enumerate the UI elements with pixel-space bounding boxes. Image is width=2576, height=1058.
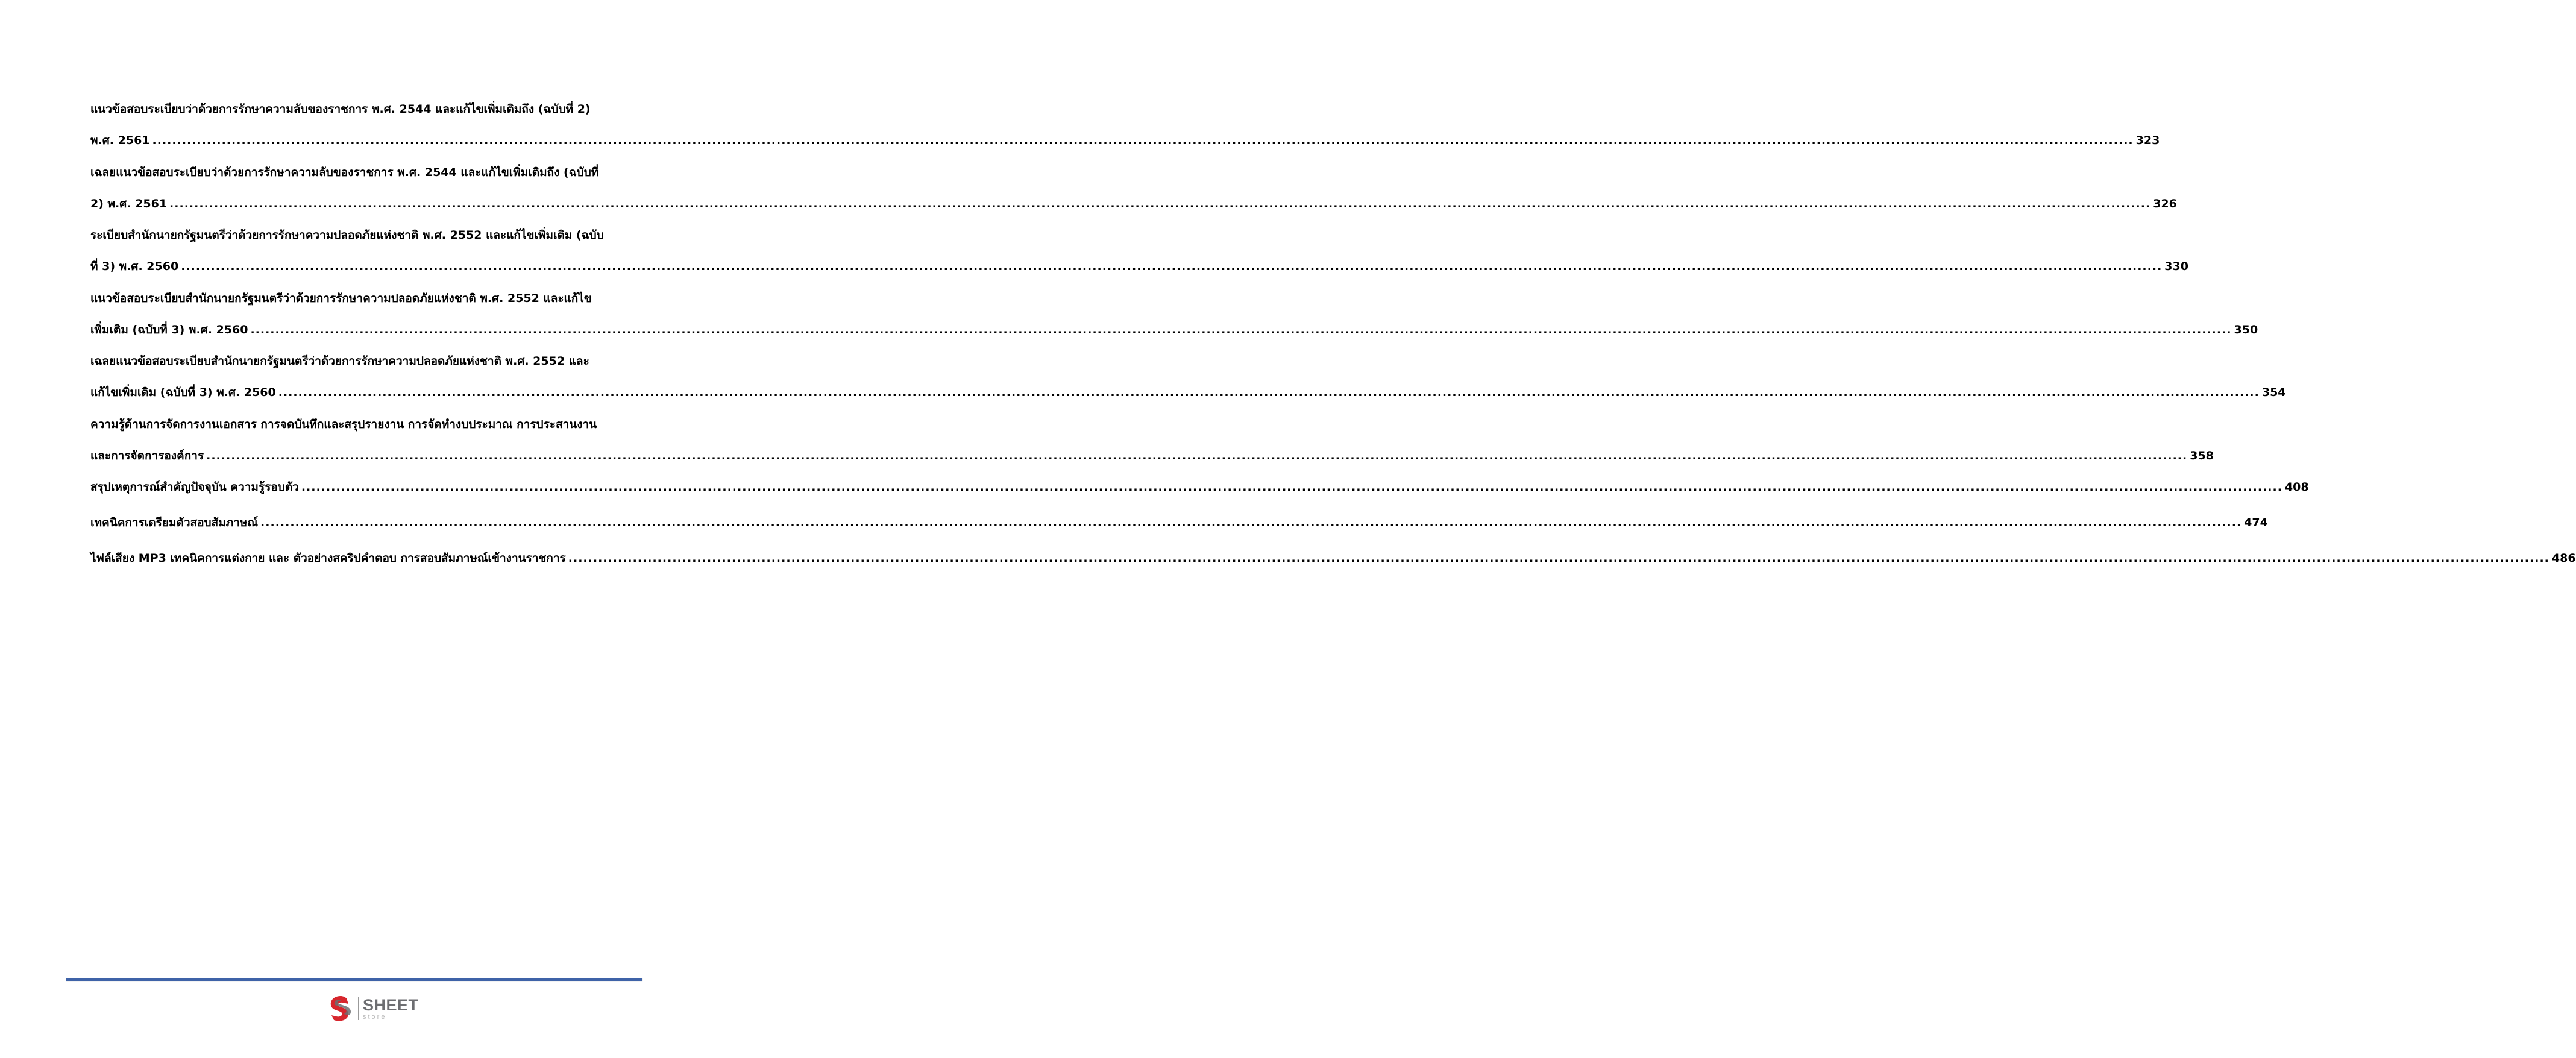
toc-page-number: 350 <box>2234 323 2258 336</box>
toc-entry-title-line1: ความรู้ด้านการจัดการงานเอกสาร การจดบันทึกและสรุปรายงาน การจัดทำงบประมาณ การประสานงาน <box>90 417 597 431</box>
toc-entry[interactable] <box>90 219 2188 283</box>
toc-entry-title-line2: และการจัดการองค์การ <box>90 449 204 462</box>
toc-entry-title-line2: 2) พ.ศ. 2561 <box>90 197 168 210</box>
toc-entry[interactable] <box>90 409 2214 472</box>
toc-entry-title-line1: เฉลยแนวข้อสอบระเบียบว่าด้วยการรักษาความลับของราชการ พ.ศ. 2544 และแก้ไขเพิ่มเติมถึง (ฉบับที่ <box>90 165 599 179</box>
sheet-store-logo <box>325 993 419 1024</box>
toc-page-number: 358 <box>2190 449 2214 462</box>
table-of-contents <box>90 93 2576 578</box>
dot-leader: ................................................................................................................................................................................................................................................................................................................................................................................................................ <box>278 386 2260 399</box>
logo-divider <box>358 997 359 1020</box>
toc-entry-title-line2: พ.ศ. 2561 <box>90 134 150 147</box>
logo-text-sub: store <box>363 1013 387 1021</box>
toc-entry-title-line2: แก้ไขเพิ่มเติม (ฉบับที่ 3) พ.ศ. 2560 <box>90 386 276 399</box>
dot-leader: ................................................................................................................................................................................................................................................................................................................................................................................................................ <box>152 134 2134 147</box>
toc-page-number: 323 <box>2135 134 2160 147</box>
toc-entry[interactable] <box>90 93 2160 157</box>
toc-entry-title-line2: เพิ่มเติม (ฉบับที่ 3) พ.ศ. 2560 <box>90 323 248 336</box>
toc-entry[interactable] <box>90 345 2286 409</box>
toc-entry[interactable] <box>90 543 2576 578</box>
dot-leader: ................................................................................................................................................................................................................................................................................................................................................................................................................ <box>568 552 2549 565</box>
toc-entry[interactable] <box>90 283 2258 346</box>
toc-page-number: 330 <box>2164 260 2188 273</box>
toc-entry-title-line2: ที่ 3) พ.ศ. 2560 <box>90 260 179 273</box>
toc-entry-title-line1: ระเบียบสำนักนายกรัฐมนตรีว่าด้วยการรักษาความปลอดภัยแห่งชาติ พ.ศ. 2552 และแก้ไขเพิ่มเติม (ฉบับ <box>90 228 604 242</box>
toc-entry-title-line1: แนวข้อสอบระเบียบสำนักนายกรัฐมนตรีว่าด้วยการรักษาความปลอดภัยแห่งชาติ พ.ศ. 2552 และแก้ไข <box>90 291 592 305</box>
sheet-store-logo-icon <box>325 993 356 1024</box>
dot-leader: ................................................................................................................................................................................................................................................................................................................................................................................................................ <box>260 516 2242 529</box>
toc-entry-title: เทคนิคการเตรียมตัวสอบสัมภาษณ์ <box>90 516 259 529</box>
toc-entry[interactable] <box>90 157 2177 220</box>
toc-page-number: 354 <box>2261 386 2286 399</box>
toc-entry[interactable] <box>90 507 2268 543</box>
toc-entry-title-line1: แนวข้อสอบระเบียบว่าด้วยการรักษาความลับของราชการ พ.ศ. 2544 และแก้ไขเพิ่มเติมถึง (ฉบับที่ 2) <box>90 102 591 116</box>
toc-entry-title: ไฟล์เสียง MP3 เทคนิคการแต่งกาย และ ตัวอย่างสคริปคำตอบ การสอบสัมภาษณ์เข้างานราชการ <box>90 552 566 565</box>
toc-page-number: 474 <box>2244 516 2268 529</box>
logo-wordmark <box>363 997 419 1021</box>
toc-page-number: 486 <box>2551 552 2576 565</box>
toc-entry[interactable] <box>90 471 2309 507</box>
toc-page-number: 326 <box>2153 197 2177 210</box>
dot-leader: ................................................................................................................................................................................................................................................................................................................................................................................................................ <box>169 197 2151 210</box>
dot-leader: ................................................................................................................................................................................................................................................................................................................................................................................................................ <box>250 323 2232 336</box>
dot-leader: ................................................................................................................................................................................................................................................................................................................................................................................................................ <box>301 480 2282 494</box>
toc-page-number: 408 <box>2284 480 2309 494</box>
logo-text-main: SHEET <box>363 995 419 1014</box>
dot-leader: ................................................................................................................................................................................................................................................................................................................................................................................................................ <box>181 260 2163 273</box>
toc-entry-title: สรุปเหตุการณ์สำคัญปัจจุบัน ความรู้รอบตัว <box>90 480 299 494</box>
dot-leader: ................................................................................................................................................................................................................................................................................................................................................................................................................ <box>206 449 2188 462</box>
toc-entry-title-line1: เฉลยแนวข้อสอบระเบียบสำนักนายกรัฐมนตรีว่าด้วยการรักษาความปลอดภัยแห่งชาติ พ.ศ. 2552 และ <box>90 354 589 368</box>
footer-divider <box>66 978 642 981</box>
